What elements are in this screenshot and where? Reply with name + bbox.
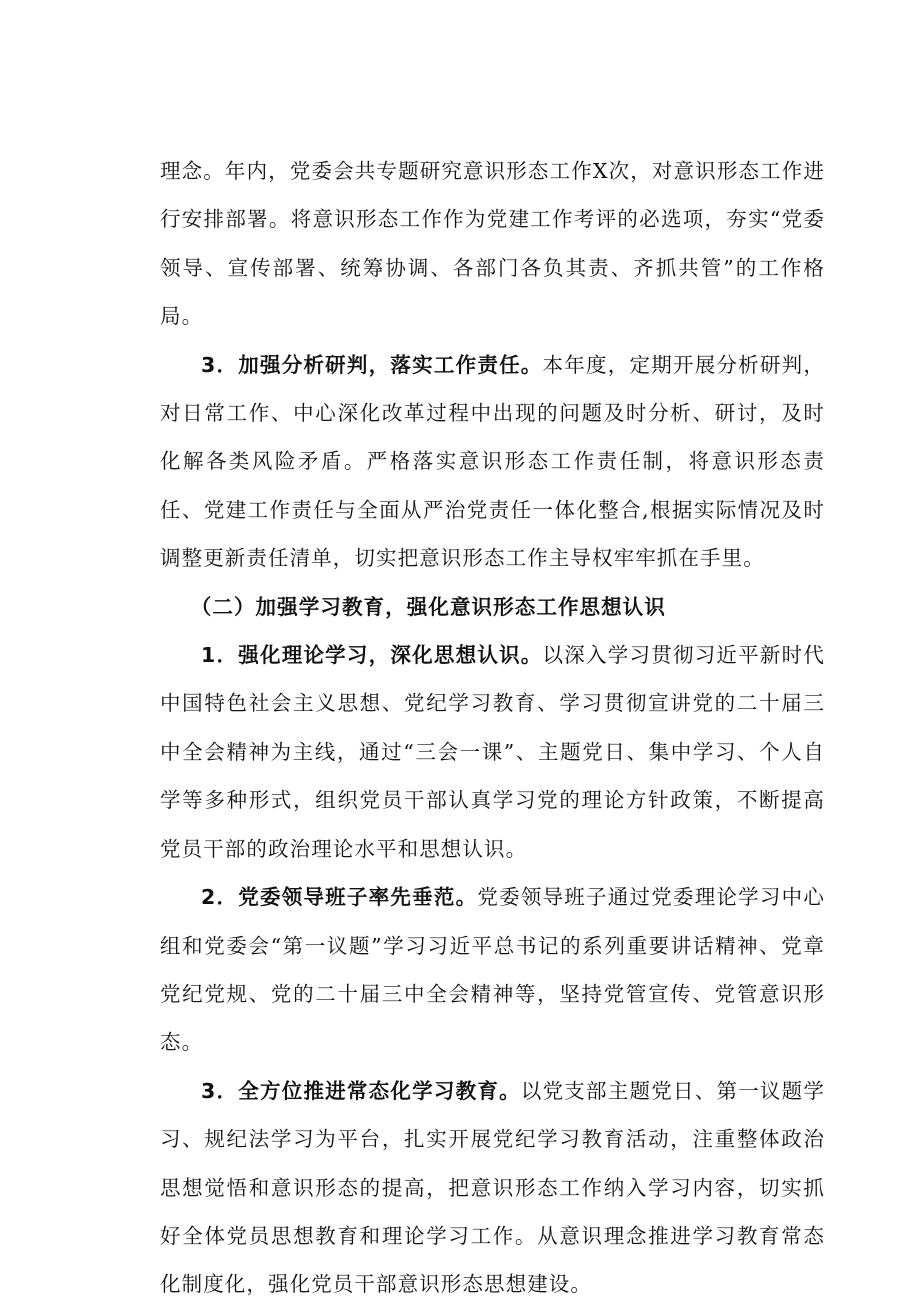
paragraph-lead: 3．全方位推进常态化学习教育。 bbox=[201, 1078, 521, 1103]
paragraph-theory-study bbox=[160, 631, 825, 873]
paragraph-lead: 2．党委领导班子率先垂范。 bbox=[201, 885, 478, 910]
document-body bbox=[160, 147, 825, 1309]
paragraph-continuation bbox=[160, 147, 825, 341]
section-heading-text: （二）加强学习教育，强化意识形态工作思想认识 bbox=[190, 594, 666, 619]
paragraph-text: 党委领导班子通过党委理论学习中心组和党委会“第一议题”学习习近平总书记的系列重要讲话精神、党章党纪党规、党的二十届三中全会精神等，坚持党管宣传、党管意识形态。 bbox=[160, 885, 825, 1055]
section-heading bbox=[160, 583, 825, 631]
paragraph-regular-education bbox=[160, 1067, 825, 1309]
paragraph-text: 理念。年内，党委会共专题研究意识形态工作X次，对意识形态工作进行安排部署。将意识形态工作作为党建工作考评的必选项，夯实“党委领导、宣传部署、统筹协调、各部门各负其责、齐抓共管”的工作格局。 bbox=[160, 159, 825, 329]
paragraph-analysis-responsibility bbox=[160, 341, 825, 583]
paragraph-lead: 1．强化理论学习，深化思想认识。 bbox=[201, 643, 543, 668]
paragraph-text: 以深入学习贯彻习近平新时代中国特色社会主义思想、党纪学习教育、学习贯彻宣讲党的二十届三中全会精神为主线，通过“三会一课”、主题党日、集中学习、个人自学等多种形式，组织党员干部认真学习党的理论方针政策，不断提高党员干部的政治理论水平和思想认识。 bbox=[160, 643, 825, 861]
paragraph-text: 以党支部主题党日、第一议题学习、规纪法学习为平台，扎实开展党纪学习教育活动，注重整体政治思想觉悟和意识形态的提高，把意识形态工作纳入学习内容，切实抓好全体党员思想教育和理论学习工作。从意识理念推进学习教育常态化制度化，强化党员干部意识形态思想建设。 bbox=[160, 1078, 826, 1297]
paragraph-lead: 3．加强分析研判，落实工作责任。 bbox=[201, 352, 543, 377]
paragraph-text: 本年度，定期开展分析研判，对日常工作、中心深化改革过程中出现的问题及时分析、研讨，及时化解各类风险矛盾。严格落实意识形态工作责任制，将意识形态责任、党建工作责任与全面从严治党责任一体化整合,根据实际情况及时调整更新责任清单，切实把意识形态工作主导权牢牢抓在手里。 bbox=[160, 352, 825, 571]
paragraph-leadership-example bbox=[160, 873, 825, 1067]
